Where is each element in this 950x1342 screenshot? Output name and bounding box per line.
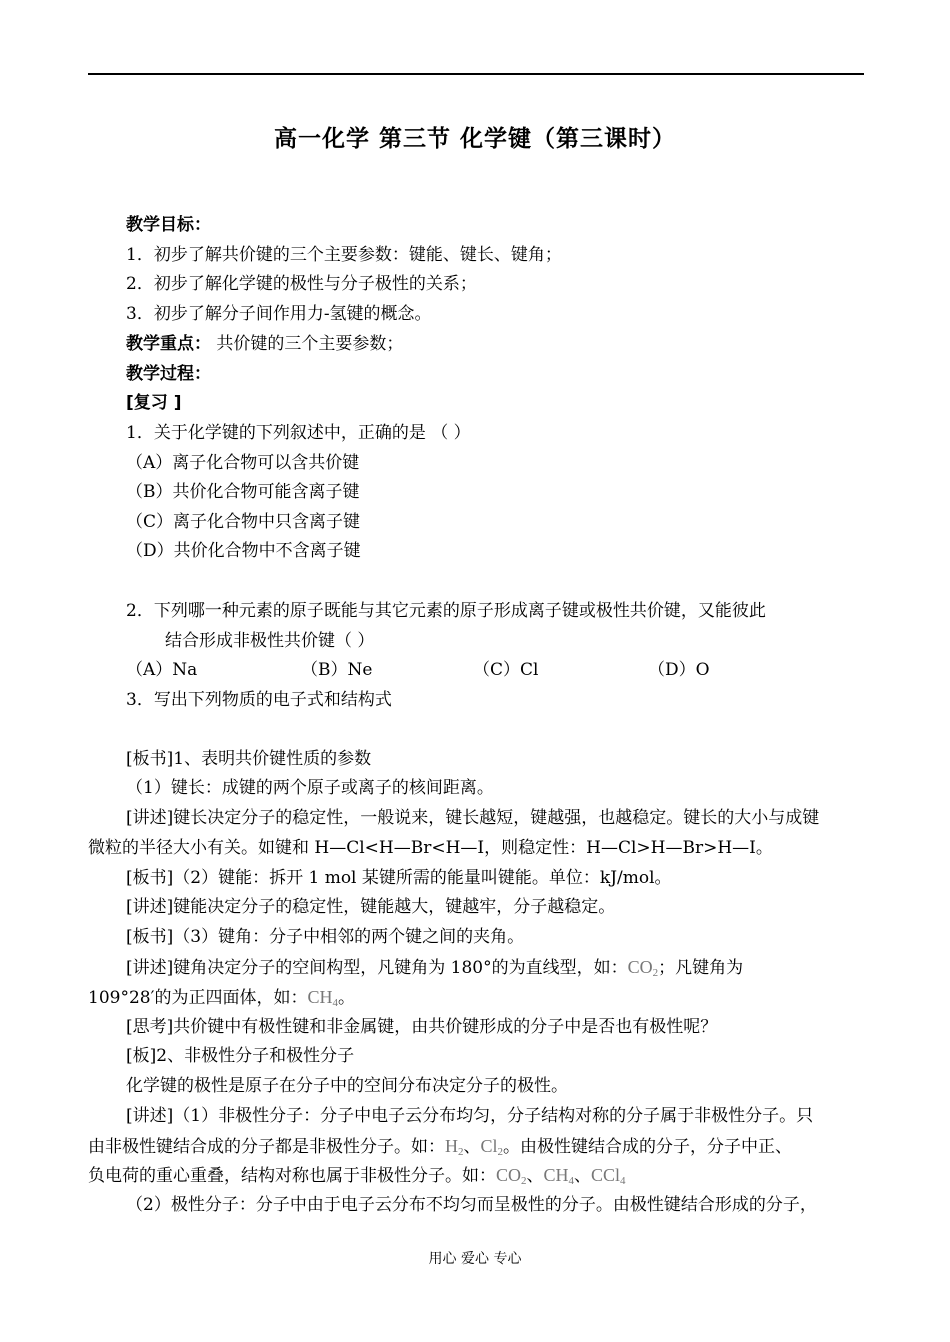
nonpolar-1: [讲述]（1）非极性分子：分子中电子云分布均匀，分子结构对称的分子属于非极性分子。只: [126, 1106, 814, 1126]
nonpolar-3-text: 负电荷的重心重叠，结构对称也属于非极性分子。如：: [88, 1166, 496, 1186]
lecture-length-1: [讲述]键长决定分子的稳定性，一般说来，键长越短，键越强，也越稳定。键长的大小与成键: [126, 808, 820, 828]
lecture-angle-text-end: ；凡键角为: [658, 958, 744, 978]
q2-option-b: （B）Ne: [301, 660, 373, 680]
nonpolar-2-text: 由非极性键结合成的分子都是非极性分子。如：: [88, 1137, 445, 1157]
formula-co2: $CO_2$: [627, 957, 659, 979]
lecture-length-2: 微粒的半径大小有关。如键和 H—Cl<H—Br<H—I，则稳定性：H—Cl>H—Br>H—I。: [88, 838, 773, 858]
board-energy: [板书]（2）键能：拆开 1 mol 某键所需的能量叫键能。单位：kJ/mol。: [126, 868, 672, 888]
focus-line: [126, 331, 403, 357]
q1-option-c: （C）离子化合物中只含离子键: [126, 512, 361, 532]
lecture-angle-text: [讲述]键角决定分子的空间构型，凡键角为 180°的为直线型，如：: [126, 958, 628, 978]
q2-stem-line2: 结合形成非极性共价键（ ）: [165, 631, 375, 651]
q1-option-a: （A）离子化合物可以含共价键: [126, 453, 360, 473]
separator: 、: [526, 1166, 544, 1186]
q1-option-d: （D）共价化合物中不含离子键: [126, 541, 361, 561]
think-question: [思考]共价键中有极性键和非金属键，由共价键形成的分子中是否也有极性呢？: [126, 1017, 718, 1037]
formula-co2-b: $CO_2$: [496, 1165, 527, 1187]
q1-option-b: （B）共价化合物可能含离子键: [126, 482, 360, 502]
formula-ccl4: CCl$_4$: [591, 1165, 626, 1187]
lecture-energy: [讲述]键能决定分子的稳定性，键能越大，键越牢，分子越稳定。: [126, 897, 616, 917]
board-polarity: [板]2、非极性分子和极性分子: [126, 1046, 355, 1066]
q2-option-d: （D）O: [648, 660, 710, 680]
q2-option-a: （A）Na: [126, 660, 198, 680]
q2-option-c: （C）Cl: [473, 660, 539, 680]
bond-length: （1）键长：成键的两个原子或离子的核间距离。: [126, 778, 494, 798]
q1-stem: 1．关于化学键的下列叙述中，正确的是 （ ）: [126, 423, 471, 443]
objective-item-1: 1．初步了解共价键的三个主要参数：键能、键长、键角；: [126, 245, 562, 265]
q2-stem-line1: 2．下列哪一种元素的原子既能与其它元素的原子形成离子键或极性共价键，又能彼此: [126, 601, 766, 621]
objectives-label: 教学目标：: [126, 215, 211, 235]
lecture-angle-2: [88, 984, 355, 1016]
focus-text: 共价键的三个主要参数；: [211, 334, 404, 354]
separator: 、: [574, 1166, 592, 1186]
polar-molecule: （2）极性分子：分子中由于电子云分布不均匀而呈极性的分子。由极性键结合形成的分子，: [126, 1195, 817, 1215]
formula-ch4-b: $CH_4$: [543, 1165, 575, 1187]
page-title: 高一化学 第三节 化学键（第三课时）: [273, 126, 676, 152]
q3-stem: 3．写出下列物质的电子式和结构式: [126, 690, 392, 710]
page-footer: 用心 爱心 专心: [428, 1251, 522, 1267]
focus-label: 教学重点：: [126, 334, 211, 354]
objective-item-3: 3．初步了解分子间作用力-氢键的概念。: [126, 304, 432, 324]
lecture-angle-2-end: 。: [337, 988, 355, 1008]
nonpolar-2-end: 。由极性键结合成的分子，分子中正、: [503, 1137, 793, 1157]
nonpolar-2: [88, 1133, 792, 1165]
lecture-angle-2-text: 109°28′的为正四面体，如：: [88, 988, 308, 1008]
lecture-angle-1: [126, 954, 743, 986]
separator: 、: [463, 1137, 481, 1157]
nonpolar-3: [88, 1162, 626, 1194]
header-rule: [88, 73, 864, 75]
formula-ch4: $CH_4$: [307, 987, 338, 1009]
formula-h2: $H_2$: [445, 1136, 464, 1158]
board-angle: [板书]（3）键角：分子中相邻的两个键之间的夹角。: [126, 927, 525, 947]
process-label: 教学过程：: [126, 364, 211, 384]
board-params: [板书]1、表明共价键性质的参数: [126, 749, 372, 769]
review-label: [复习 ]: [126, 393, 182, 413]
objective-item-2: 2．初步了解化学键的极性与分子极性的关系；: [126, 274, 477, 294]
formula-cl2: $Cl_2$: [480, 1136, 504, 1158]
polarity-intro: 化学键的极性是原子在分子中的空间分布决定分子的极性。: [126, 1076, 568, 1096]
